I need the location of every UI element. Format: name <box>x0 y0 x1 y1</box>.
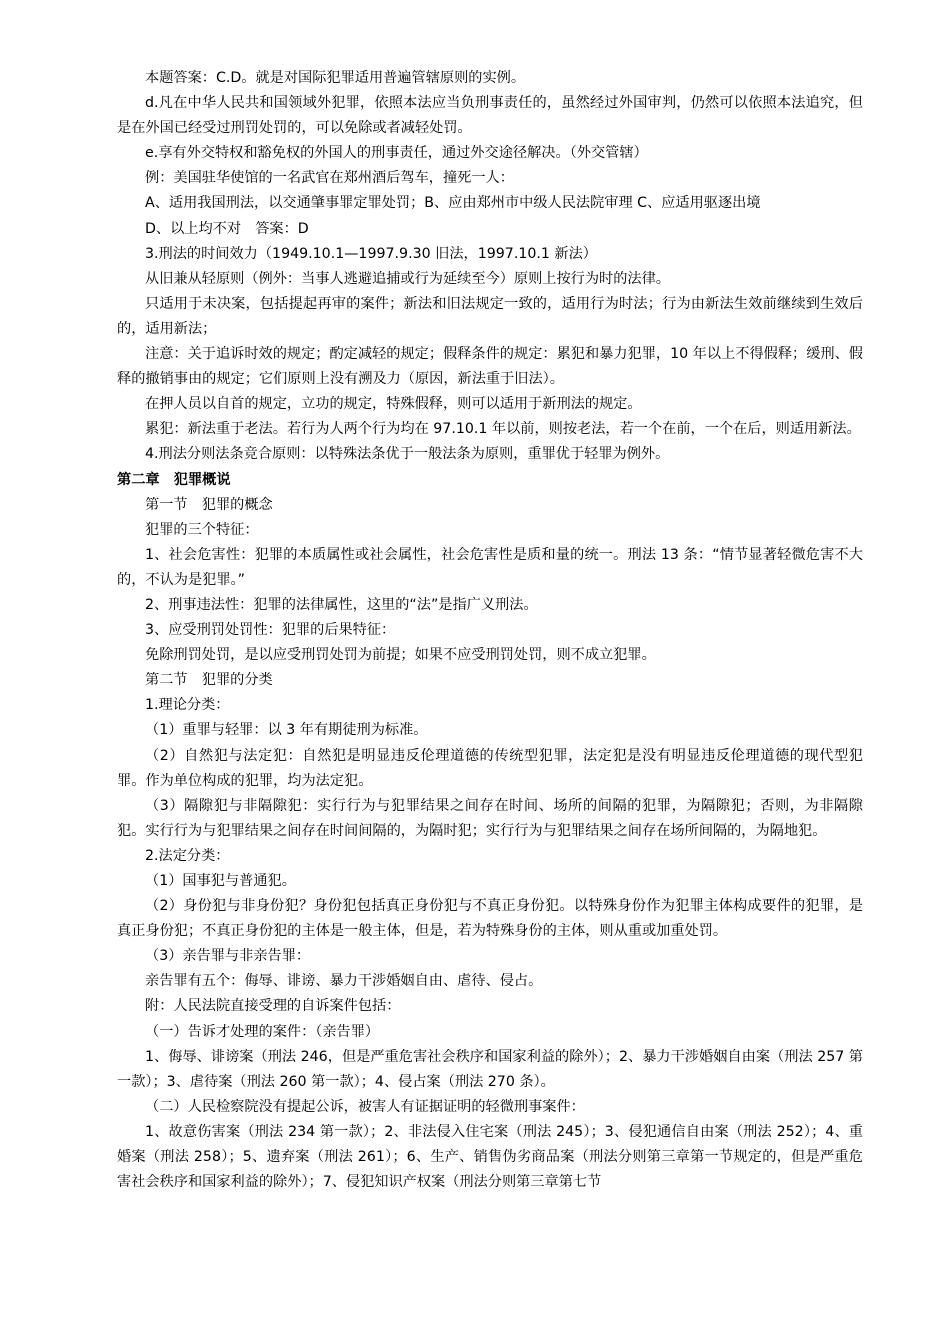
paragraph: （2）自然犯与法定犯：自然犯是明显违反伦理道德的传统型犯罪，法定犯是没有明显违反伦理道德的现代型犯罪。作为单位构成的犯罪，均为法定犯。 <box>117 747 863 789</box>
paragraph: 注意：关于追诉时效的规定；酌定减轻的规定；假释条件的规定：累犯和暴力犯罪，10 年以上不得假释；缓刑、假释的撤销事由的规定；它们原则上没有溯及力（原因，新法重于旧法）。 <box>117 346 863 388</box>
paragraph: 1、社会危害性：犯罪的本质属性或社会属性，社会危害性是质和量的统一。刑法 13 条：“情节显著轻微危害不大的，不认为是犯罪。” <box>117 546 863 588</box>
paragraph: 从旧兼从轻原则（例外：当事人逃避追捕或行为延续至今）原则上按行为时的法律。 <box>145 270 670 287</box>
paragraph: 1.理论分类： <box>145 697 230 714</box>
chapter-heading: 第二章 犯罪概说 <box>117 471 231 488</box>
paragraph: A、适用我国刑法，以交通肇事罪定罪处罚；B、应由郑州市中级人民法院审理 C、应适用驱逐出境 <box>145 195 761 212</box>
paragraph: （二）人民检察院没有提起公诉，被害人有证据证明的轻微刑事案件： <box>145 1098 585 1115</box>
paragraph: 3、应受刑罚处罚性：犯罪的后果特征： <box>145 622 396 639</box>
paragraph: e.享有外交特权和豁免权的外国人的刑事责任，通过外交途径解决。（外交管辖） <box>145 145 648 162</box>
document-page <box>117 66 863 1195</box>
paragraph: 累犯：新法重于老法。若行为人两个行为均在 97.10.1 年以前，则按老法，若一个在前，一个在后，则适用新法。 <box>145 421 861 438</box>
paragraph: 亲告罪有五个：侮辱、诽谤、暴力干涉婚姻自由、虐待、侵占。 <box>145 973 543 990</box>
paragraph: （一）告诉才处理的案件：（亲告罪） <box>145 1023 380 1040</box>
section-title: 第一节 犯罪的概念 <box>145 496 273 513</box>
paragraph: 2、刑事违法性：犯罪的法律属性，这里的“法”是指广义刑法。 <box>145 596 538 613</box>
paragraph: 4.刑法分则法条竞合原则：以特殊法条优于一般法条为原则，重罪优于轻罪为例外。 <box>145 446 670 463</box>
paragraph: 附：人民法院直接受理的自诉案件包括： <box>145 998 401 1015</box>
paragraph: （1）重罪与轻罪：以 3 年有期徒刑为标准。 <box>145 722 428 739</box>
paragraph: 只适用于未决案，包括提起再审的案件；新法和旧法规定一致的，适用行为时法；行为由新法生效前继续到生效后的，适用新法； <box>117 295 863 337</box>
paragraph: 例：美国驻华使馆的一名武官在郑州酒后驾车，撞死一人： <box>145 170 514 187</box>
paragraph: （1）国事犯与普通犯。 <box>145 873 296 889</box>
paragraph: 在押人员以自首的规定，立功的规定，特殊假释，则可以适用于新刑法的规定。 <box>145 396 642 413</box>
paragraph: （3）亲告罪与非亲告罪： <box>145 948 311 965</box>
paragraph: 2.法定分类： <box>145 847 230 864</box>
paragraph: 1、故意伤害案（刑法 234 第一款）；2、非法侵入住宅案（刑法 245）；3、侵犯通信自由案（刑法 252）；4、重婚案（刑法 258）；5、遗弃案（刑法 261）；6、生产、销售伪劣商品案（刑法分则第三章第一节规定的，但是严重危害社会秩序和国家利益的除外）；7、侵犯知识产权案（刑法分则第三章第七节 <box>117 1123 863 1191</box>
paragraph: 3.刑法的时间效力（1949.10.1—1997.9.30 旧法，1997.10.1 新法） <box>145 245 597 262</box>
paragraph: d.凡在中华人民共和国领域外犯罪，依照本法应当负刑事责任的，虽然经过外国审判，仍然可以依照本法追究，但是在外国已经受过刑罚处罚的，可以免除或者减轻处罚。 <box>117 95 863 137</box>
paragraph: 犯罪的三个特征： <box>145 521 259 538</box>
paragraph: 本题答案：C.D。就是对国际犯罪适用普遍管辖原则的实例。 <box>145 70 526 86</box>
paragraph: （3）隔隙犯与非隔隙犯：实行行为与犯罪结果之间存在时间、场所的间隔的犯罪，为隔隙犯；否则，为非隔隙犯。实行行为与犯罪结果之间存在时间间隔的，为隔时犯；实行行为与犯罪结果之间存在场所间隔的，为隔地犯。 <box>117 797 863 839</box>
paragraph: （2）身份犯与非身份犯？身份犯包括真正身份犯与不真正身份犯。以特殊身份作为犯罪主体构成要件的犯罪，是真正身份犯；不真正身份犯的主体是一般主体，但是，若为特殊身份的主体，则从重或加重处罚。 <box>117 898 863 940</box>
paragraph: 免除刑罚处罚，是以应受刑罚处罚为前提；如果不应受刑罚处罚，则不成立犯罪。 <box>145 647 656 664</box>
paragraph: 1、侮辱、诽谤案（刑法 246，但是严重危害社会秩序和国家利益的除外）；2、暴力干涉婚姻自由案（刑法 257 第一款）；3、虐待案（刑法 260 第一款）；4、侵占案（刑法 270 条）。 <box>117 1048 863 1090</box>
section-title: 第二节 犯罪的分类 <box>145 672 273 689</box>
paragraph: D、以上均不对 答案：D <box>145 220 309 237</box>
